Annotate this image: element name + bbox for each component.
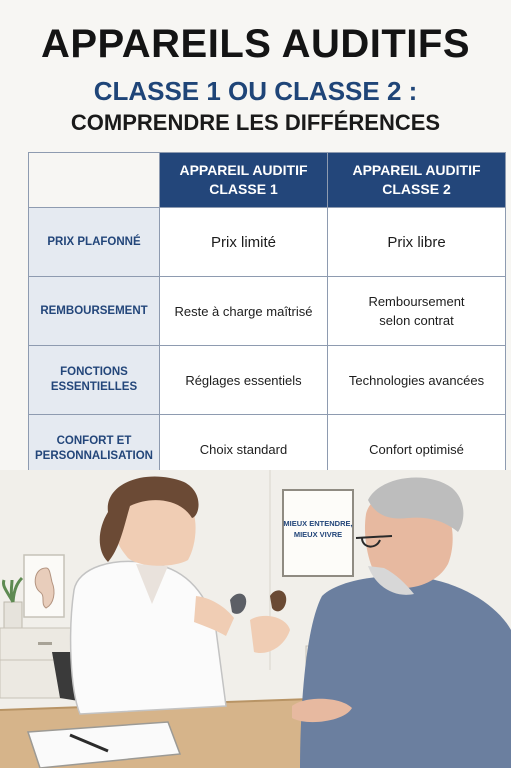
column-header-class1-line1: APPAREIL AUDITIF [179, 162, 308, 178]
cell-class1 [160, 346, 328, 415]
column-header-class1 [160, 153, 328, 208]
row-label-fonctions-essentielles [29, 346, 160, 415]
cell-class2 [328, 346, 506, 415]
cell-class1-line1: Choix standard [199, 441, 288, 457]
cell-class1-line1: Reste à charge maîtrisé [174, 303, 313, 319]
row-label-line1: FONCTIONS [60, 366, 128, 378]
cell-class2 [328, 208, 506, 277]
table-row [29, 346, 506, 415]
table-row [29, 208, 506, 277]
row-label-prix-plafonne [29, 208, 160, 277]
page-tagline: COMPRENDRE LES DIFFÉRENCES [70, 110, 441, 135]
table-header-row [29, 153, 506, 208]
cell-class1 [160, 277, 328, 346]
cell-class2-line1: Prix libre [387, 233, 446, 251]
poster [283, 490, 353, 576]
table-corner [29, 153, 160, 208]
row-label-line1: PRIX PLAFONNÉ [47, 235, 141, 248]
cell-class2-line1: Technologies avancées [348, 372, 485, 388]
cell-class2-line1: Remboursement [368, 294, 465, 309]
row-label-line2: ESSENTIELLES [50, 381, 138, 393]
patient-sweater [300, 576, 511, 768]
row-label-line2: PERSONNALISATION [35, 450, 153, 462]
row-label-line1: CONFORT ET [56, 435, 132, 447]
column-header-class2-line2: CLASSE 2 [382, 181, 451, 197]
cell-class2 [328, 277, 506, 346]
poster-line1: MIEUX ENTENDRE, [283, 519, 353, 528]
ear-diagram-frame [24, 555, 64, 617]
table-row [29, 277, 506, 346]
consultation-illustration [0, 470, 511, 768]
column-header-class2-line1: APPAREIL AUDITIF [352, 162, 481, 178]
cell-class1 [160, 208, 328, 277]
comparison-table [28, 152, 506, 484]
row-label-remboursement [29, 277, 160, 346]
page-title: APPAREILS AUDITIFS [40, 22, 471, 66]
cell-class2-line2: selon contrat [379, 313, 454, 328]
poster-line2: MIEUX VIVRE [293, 530, 343, 539]
row-label-line1: REMBOURSEMENT [40, 304, 148, 317]
page-subtitle: CLASSE 1 OU CLASSE 2 : [93, 76, 418, 106]
column-header-class2 [328, 153, 506, 208]
column-header-class1-line2: CLASSE 1 [209, 181, 278, 197]
cell-class2-line1: Confort optimisé [369, 441, 464, 457]
cell-class1-line1: Prix limité [210, 233, 276, 251]
cell-class1-line1: Réglages essentiels [185, 372, 302, 388]
